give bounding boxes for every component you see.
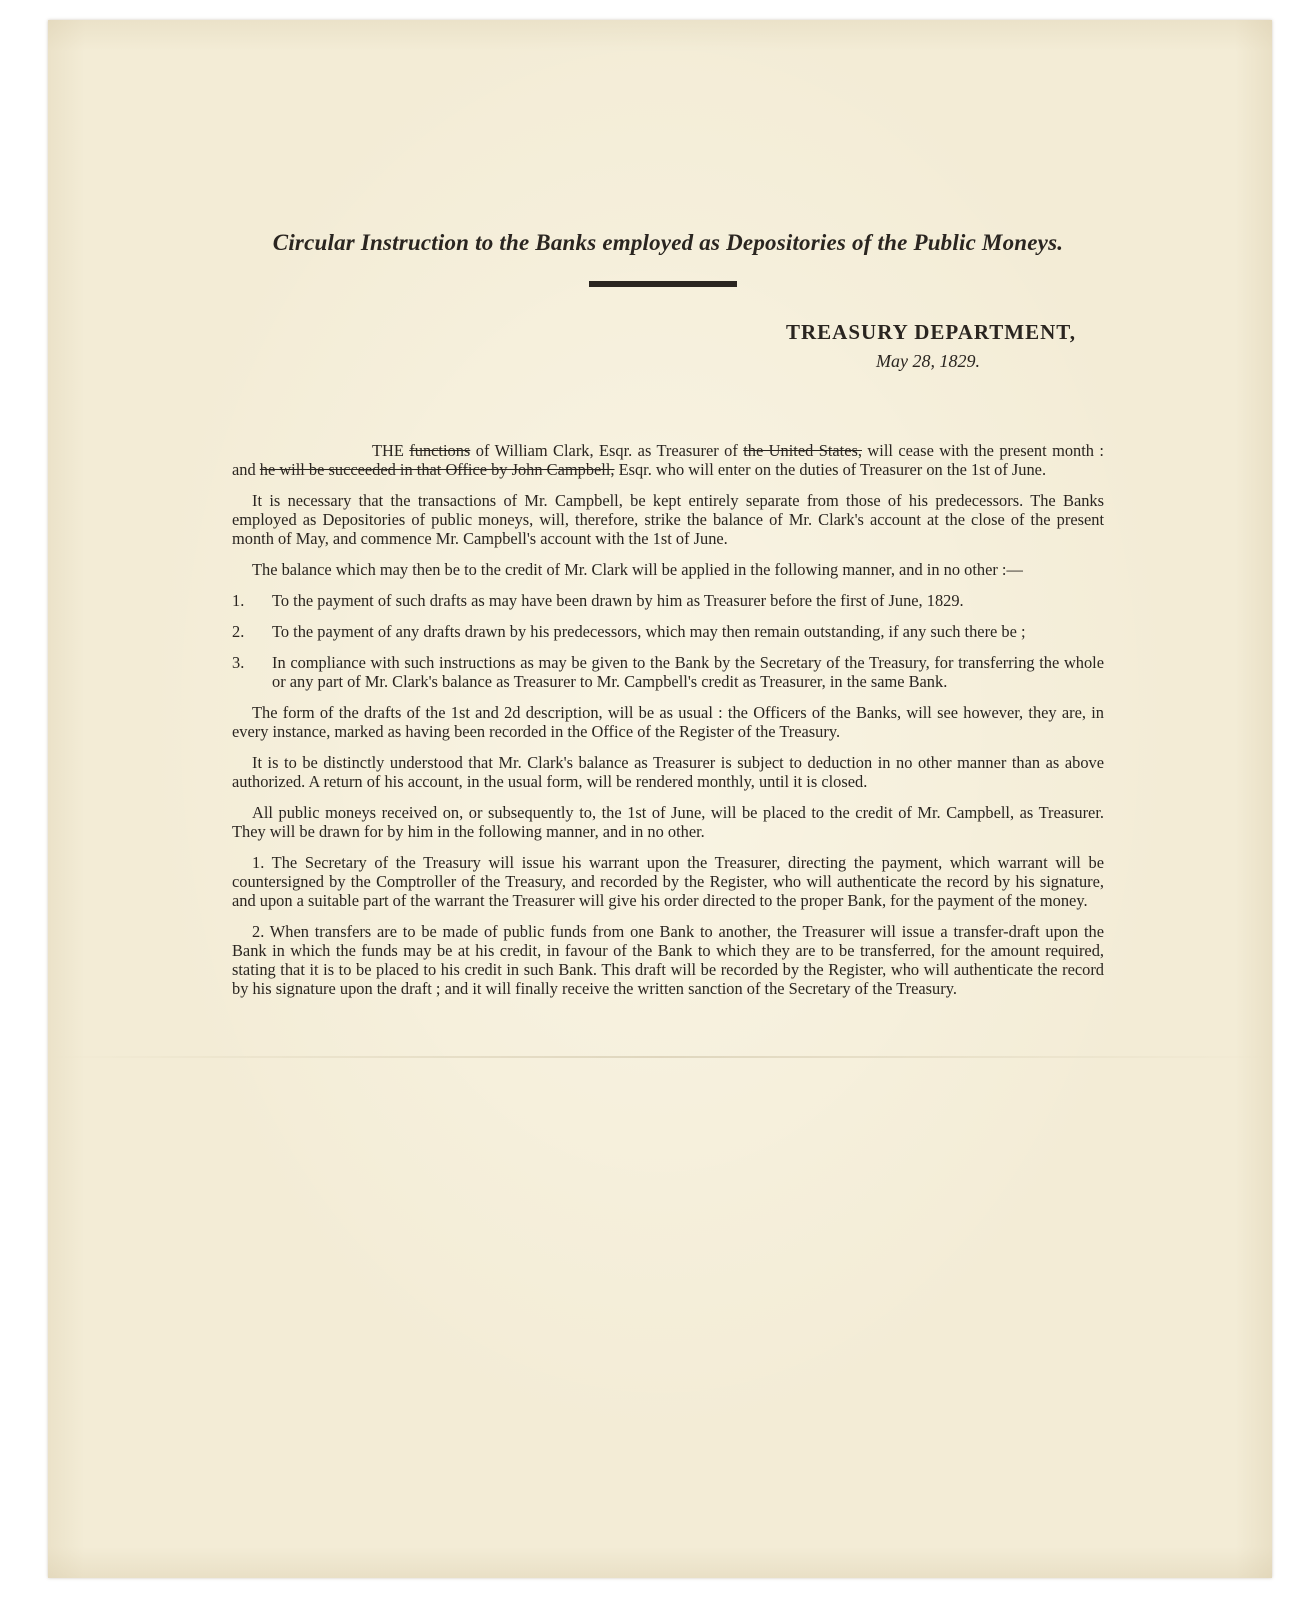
struck-text-c: he will be succeeded in that Office by John Campbell, — [259, 460, 615, 479]
list-item-3 — [232, 653, 1104, 691]
document-title: Circular Instruction to the Banks employed as Depositories of the Public Moneys. — [272, 230, 1064, 255]
list-item-2 — [232, 622, 1104, 641]
paragraph-4: The form of the drafts of the 1st and 2d description, will be as usual : the Officers of the Banks, will see however, they are, in every instance, marked as having been recorded in the Office of the Register of the Treasury. — [232, 703, 1104, 741]
list-item-2-text: To the payment of any drafts drawn by his predecessors, which may then remain outstanding, if any such there be ; — [272, 622, 1026, 641]
struck-text-a: functions — [409, 441, 471, 460]
paragraph-7: 1. The Secretary of the Treasury will issue his warrant upon the Treasurer, directing the payment, which warrant will be countersigned by the Comptroller of the Treasury, and recorded by the Register, who will authenticate the record by his signature, and upon a suitable part of the warrant the Treasurer will give his order directed to the proper Bank, for the payment of the money. — [232, 853, 1104, 910]
list-item-1-text: To the payment of such drafts as may have been drawn by him as Treasurer before the first of June, 1829. — [272, 591, 964, 610]
list-item-2-number: 2. — [232, 622, 245, 641]
document-date: May 28, 1829. — [876, 351, 980, 371]
paragraph-6: All public moneys received on, or subsequently to, the 1st of June, will be placed to the credit of Mr. Campbell, as Treasurer. They will be drawn for by him in the following manner, and in no other. — [232, 803, 1104, 841]
struck-text-b: the United States, — [743, 441, 862, 460]
paragraph-1-start: THE — [372, 441, 410, 460]
paragraph-1-end: will cease with the present month : and — [232, 441, 1104, 479]
paragraph-3: The balance which may then be to the credit of Mr. Clark will be applied in the following manner, and in no other :— — [252, 560, 1023, 579]
document-content — [232, 228, 1104, 1010]
paragraph-1-mid: of William Clark, Esqr. as Treasurer of — [470, 441, 744, 460]
department-heading: TREASURY DEPARTMENT, — [786, 320, 1076, 344]
list-item-1-number: 1. — [232, 591, 245, 610]
paragraph-5: It is to be distinctly understood that Mr. Clark's balance as Treasurer is subject to deduction in no other manner than as above authorized. A return of his account, in the usual form, will be rendered monthly, until it is closed. — [232, 753, 1104, 791]
paragraph-8: 2. When transfers are to be made of public funds from one Bank to another, the Treasurer will issue a transfer-draft upon the Bank in which the funds may be at his credit, in favour of the Bank to which they are to be transferred, for the amount required, stating that it is to be placed to his credit in such Bank. This draft will be recorded by the Register, who will authenticate the record by his signature upon the draft ; and it will finally receive the written sanction of the Secretary of the Treasury. — [232, 922, 1104, 998]
paragraph-1 — [232, 441, 1104, 479]
paragraph-2: It is necessary that the transactions of Mr. Campbell, be kept entirely separate from those of his predecessors. The Banks employed as Depositories of public moneys, will, therefore, strike the balance of Mr. Clark's account at the close of the present month of May, and commence Mr. Campbell's account with the 1st of June. — [232, 491, 1104, 548]
fold-crease — [48, 1056, 1272, 1058]
list-item-3-text: In compliance with such instructions as may be given to the Bank by the Secretary of the Treasury, for transferring the whole or any part of Mr. Clark's balance as Treasurer to Mr. Campbell's credit as Treasurer, in the same Bank. — [272, 653, 1104, 691]
list-item-3-number: 3. — [232, 653, 245, 672]
dateline — [232, 319, 1104, 373]
paragraph-1-tail: Esqr. who will enter on the duties of Treasurer on the 1st of June. — [614, 460, 1047, 479]
document-body — [232, 441, 1104, 998]
title-divider — [589, 281, 737, 287]
list-item-1 — [232, 591, 1104, 610]
